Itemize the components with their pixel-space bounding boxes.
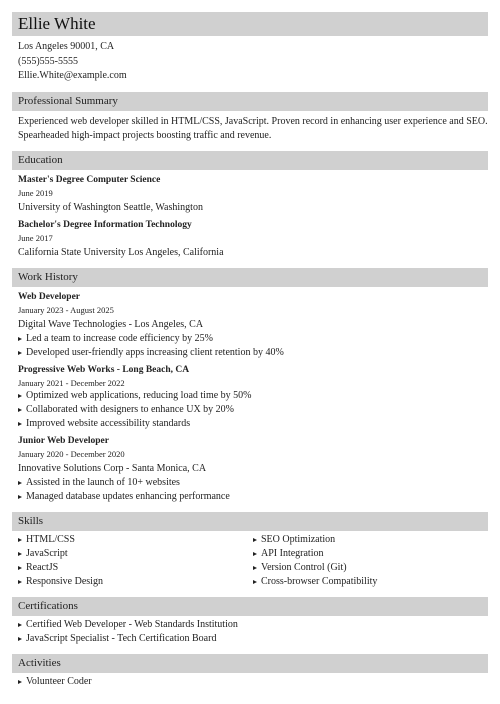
- section-heading-certifications: Certifications: [12, 597, 488, 616]
- list-item: Improved website accessibility standards: [18, 417, 488, 431]
- job-title: Progressive Web Works - Long Beach, CA: [18, 364, 190, 375]
- activities-list: [12, 675, 488, 687]
- job-dates: January 2023 - August 2025: [18, 304, 114, 315]
- skills-list: [12, 533, 488, 589]
- school: California State University Los Angeles, California: [18, 246, 224, 258]
- email: Ellie.White@example.com: [18, 70, 127, 81]
- skills-column-right: [253, 533, 488, 589]
- skill-item: Version Control (Git): [253, 561, 488, 575]
- list-item: Led a team to increase code efficiency by 25%: [18, 332, 488, 346]
- job-title: Web Developer: [18, 291, 81, 302]
- skill-item: Cross-browser Compatibility: [253, 575, 488, 589]
- section-heading-activities: Activities: [12, 654, 488, 673]
- resume-page: [12, 12, 488, 687]
- summary-text: Experienced web developer skilled in HTML/CSS, JavaScript. Proven record in enhancing user experience and SEO. Spearheaded high-impact projects boosting traffic and revenue.: [18, 115, 488, 141]
- section-heading-summary: Professional Summary: [12, 92, 488, 111]
- skill-item: SEO Optimization: [253, 533, 488, 547]
- job-bullets: [18, 389, 488, 431]
- list-item: Collaborated with designers to enhance UX by 20%: [18, 403, 488, 417]
- list-item: Managed database updates enhancing performance: [18, 490, 488, 504]
- job-dates: January 2020 - December 2020: [18, 448, 125, 459]
- graduation-date: June 2017: [18, 232, 53, 243]
- activity-bullets: [18, 675, 488, 687]
- list-item: Developed user-friendly apps increasing client retention by 40%: [18, 346, 488, 360]
- section-heading-work-history: Work History: [12, 268, 488, 287]
- degree: Bachelor's Degree Information Technology: [18, 219, 192, 230]
- skill-item: JavaScript: [18, 547, 253, 561]
- job-title: Junior Web Developer: [18, 435, 109, 446]
- job-dates: January 2021 - December 2022: [18, 377, 125, 388]
- education-entry: [18, 219, 488, 260]
- section-heading-education: Education: [12, 151, 488, 170]
- company: Innovative Solutions Corp - Santa Monica, CA: [18, 462, 207, 474]
- school: University of Washington Seattle, Washington: [18, 201, 203, 213]
- list-item: Assisted in the launch of 10+ websites: [18, 476, 488, 490]
- list-item: Optimized web applications, reducing load time by 50%: [18, 389, 488, 403]
- certification-item: Certified Web Developer - Web Standards Institution: [18, 618, 488, 632]
- job-entry: [18, 291, 488, 360]
- skill-item: HTML/CSS: [18, 533, 253, 547]
- candidate-name: Ellie White: [12, 12, 488, 36]
- job-entry: [18, 364, 488, 431]
- certifications-list: [12, 618, 488, 646]
- graduation-date: June 2019: [18, 187, 53, 198]
- education-entry: [18, 174, 488, 215]
- skill-item: API Integration: [253, 547, 488, 561]
- skills-column-left: [18, 533, 253, 589]
- work-history-list: [12, 291, 488, 504]
- activity-item: Volunteer Coder: [18, 675, 488, 687]
- job-bullets: [18, 476, 488, 504]
- certification-item: JavaScript Specialist - Tech Certification Board: [18, 632, 488, 646]
- address: Los Angeles 90001, CA: [18, 41, 115, 52]
- company: Digital Wave Technologies - Los Angeles, CA: [18, 318, 204, 330]
- contact-info: [12, 40, 488, 84]
- job-bullets: [18, 332, 488, 360]
- section-heading-skills: Skills: [12, 512, 488, 531]
- job-entry: [18, 435, 488, 504]
- certification-bullets: [18, 618, 488, 646]
- phone: (555)555-5555: [18, 55, 78, 67]
- degree: Master's Degree Computer Science: [18, 174, 161, 185]
- education-list: [12, 174, 488, 260]
- skill-item: Responsive Design: [18, 575, 253, 589]
- skill-item: ReactJS: [18, 561, 253, 575]
